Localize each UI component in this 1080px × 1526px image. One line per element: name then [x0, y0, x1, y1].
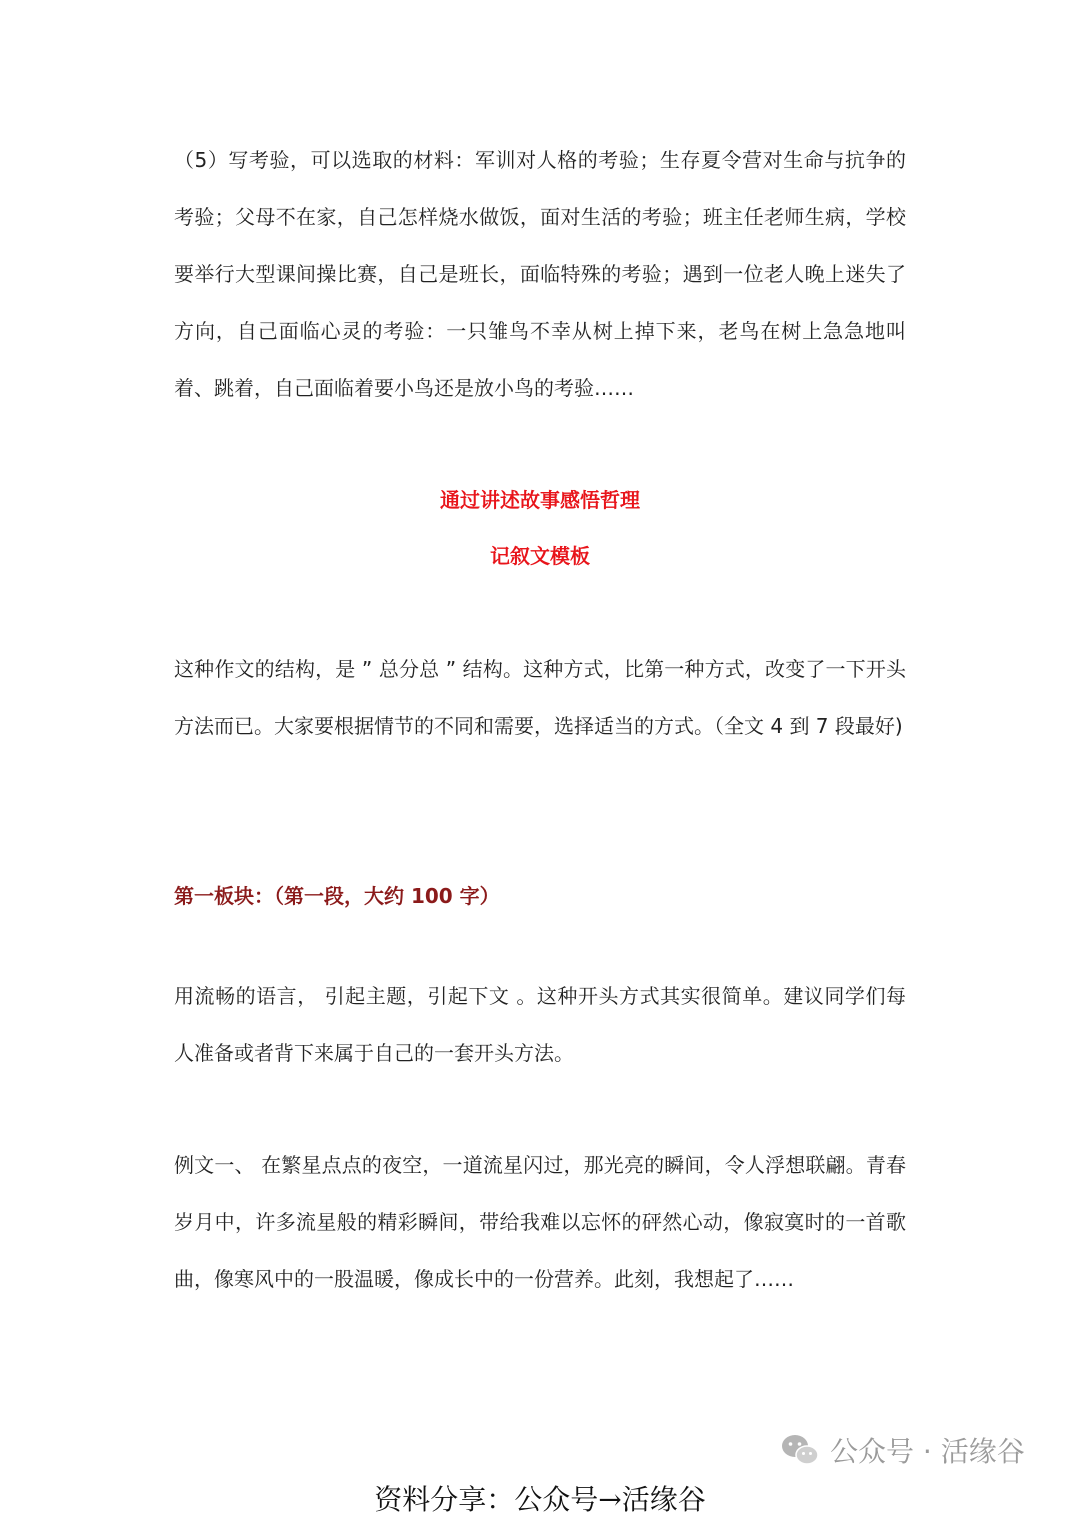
- paragraph-example-one: 例文一、 在繁星点点的夜空，一道流星闪过，那光亮的瞬间，令人浮想联翩。青春岁月中，许多流星般的精彩瞬间，带给我难以忘怀的砰然心动，像寂寞时的一首歌曲，像寒风中的一股温暖，像成长中的一份营养。此刻，我想起了……: [174, 1153, 906, 1291]
- title-narrative-template: 记叙文模板: [490, 544, 590, 568]
- section-heading-block-one: 第一板块：（第一段，大约 100 字）: [174, 884, 500, 908]
- footer-share-note: 资料分享：公众号→活缘谷: [374, 1483, 706, 1516]
- watermark: [780, 1430, 1025, 1470]
- wechat-icon: [780, 1433, 820, 1467]
- paragraph-structure-intro: 这种作文的结构，是 ” 总分总 ” 结构。这种方式，比第一种方式，改变了一下开头方法而已。大家要根据情节的不同和需要，选择适当的方式。（全文 4 到 7 段最好): [174, 657, 906, 738]
- paragraph-opening-method: 用流畅的语言， 引起主题，引起下文 。这种开头方式其实很简单。建议同学们每人准备或者背下来属于自己的一套开头方法。: [174, 984, 906, 1065]
- title-story-philosophy: 通过讲述故事感悟哲理: [440, 488, 640, 512]
- watermark-text: 公众号 · 活缘谷: [830, 1435, 1025, 1468]
- paragraph-exam-materials: （5）写考验，可以选取的材料：军训对人格的考验；生存夏令营对生命与抗争的考验；父母不在家，自己怎样烧水做饭，面对生活的考验；班主任老师生病，学校要举行大型课间操比赛，自己是班长，面临特殊的考验；遇到一位老人晚上迷失了方向，自己面临心灵的考验：一只雏鸟不幸从树上掉下来，老鸟在树上急急地叫着、跳着，自己面临着要小鸟还是放小鸟的考验……: [174, 148, 906, 400]
